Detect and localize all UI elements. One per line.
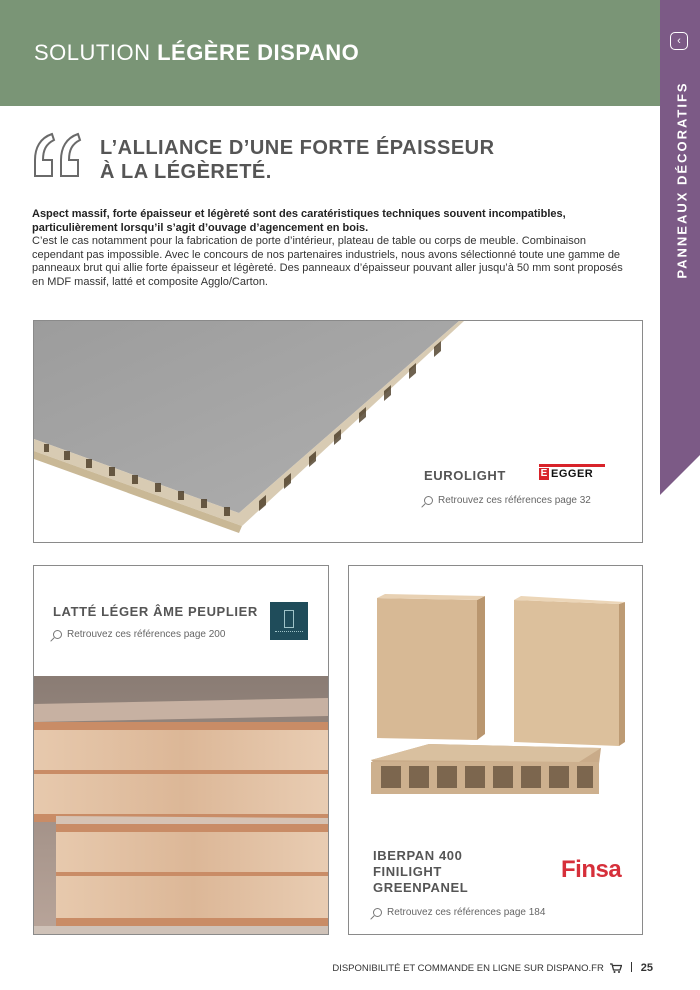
iberpan-reference[interactable] [373,907,545,918]
egger-logo-text: EGGER [551,468,594,480]
side-tab-band [660,0,700,455]
intro-lead: Aspect massif, forte épaisseur et légèreté sont des caratéristiques techniques souvent incompatibles, particulièrement lorsqu’il s’agit d’ouvage d’agencement en bois. [32,208,566,234]
search-icon [373,908,382,917]
headline [100,136,550,184]
finsa-logo: Finsa [561,856,622,883]
latte-title: LATTÉ LÉGER ÂME PEUPLIER [53,604,258,619]
intro-paragraph [32,208,632,289]
page-header [0,0,660,106]
footer-separator [631,962,632,972]
cart-icon[interactable] [610,963,622,973]
footer-link-text[interactable]: DISPONIBILITÉ ET COMMANDE EN LIGNE SUR DISPANO.FR [332,963,604,974]
egger-logo-e: E [540,468,548,479]
title-light: SOLUTION [34,40,158,65]
search-icon [53,630,62,639]
headline-line-1: L’ALLIANCE D’UNE FORTE ÉPAISSEUR [100,137,495,159]
latte-reference[interactable] [53,629,225,640]
quote-icon [32,130,84,180]
page-title [34,40,359,66]
intro-body: C’est le cas notamment pour la fabrication de porte d’intérieur, plateau de table ou corps de meuble. Combinaison cependant pas impossible. Avec le concours de nos partenaires industriels, nous avons sélectionné toute une gamme de panneaux brut qui allie forte épaisseur et légèreté. Des panneaux d’épaisseur pouvant aller jusqu’à 50 mm sont proposés en MDF massif, latté et composite Agglo/Carton. [32,235,623,288]
page-footer [332,962,653,974]
iberpan-reference-text: Retrouvez ces références page 184 [387,907,546,918]
search-icon [424,496,433,505]
iberpan-title-3: GREENPANEL [373,880,469,895]
page-number: 25 [640,962,653,974]
latte-brand-logo [270,602,308,640]
eurolight-reference-text: Retrouvez ces références page 32 [438,495,591,506]
iberpan-panel-image [349,566,643,826]
headline-line-2: À LA LÉGÈRETÉ. [100,161,272,183]
latte-panel-image [34,676,329,935]
egger-logo [539,464,605,480]
product-card-latte [33,565,329,935]
side-tab-tip [660,455,700,495]
section-label: PANNEAUX DÉCORATIFS [674,81,690,279]
eurolight-reference[interactable] [424,495,591,506]
product-card-iberpan [348,565,643,935]
iberpan-title-2: FINILIGHT [373,864,442,879]
iberpan-title-1: IBERPAN 400 [373,848,463,863]
latte-reference-text: Retrouvez ces références page 200 [67,629,226,640]
eurolight-panel-image [34,321,643,543]
back-arrow-icon[interactable]: ‹ [670,32,688,50]
product-card-eurolight [33,320,643,543]
eurolight-title: EUROLIGHT [424,468,506,483]
title-bold: LÉGÈRE DISPANO [157,40,360,65]
side-tab [660,0,700,990]
